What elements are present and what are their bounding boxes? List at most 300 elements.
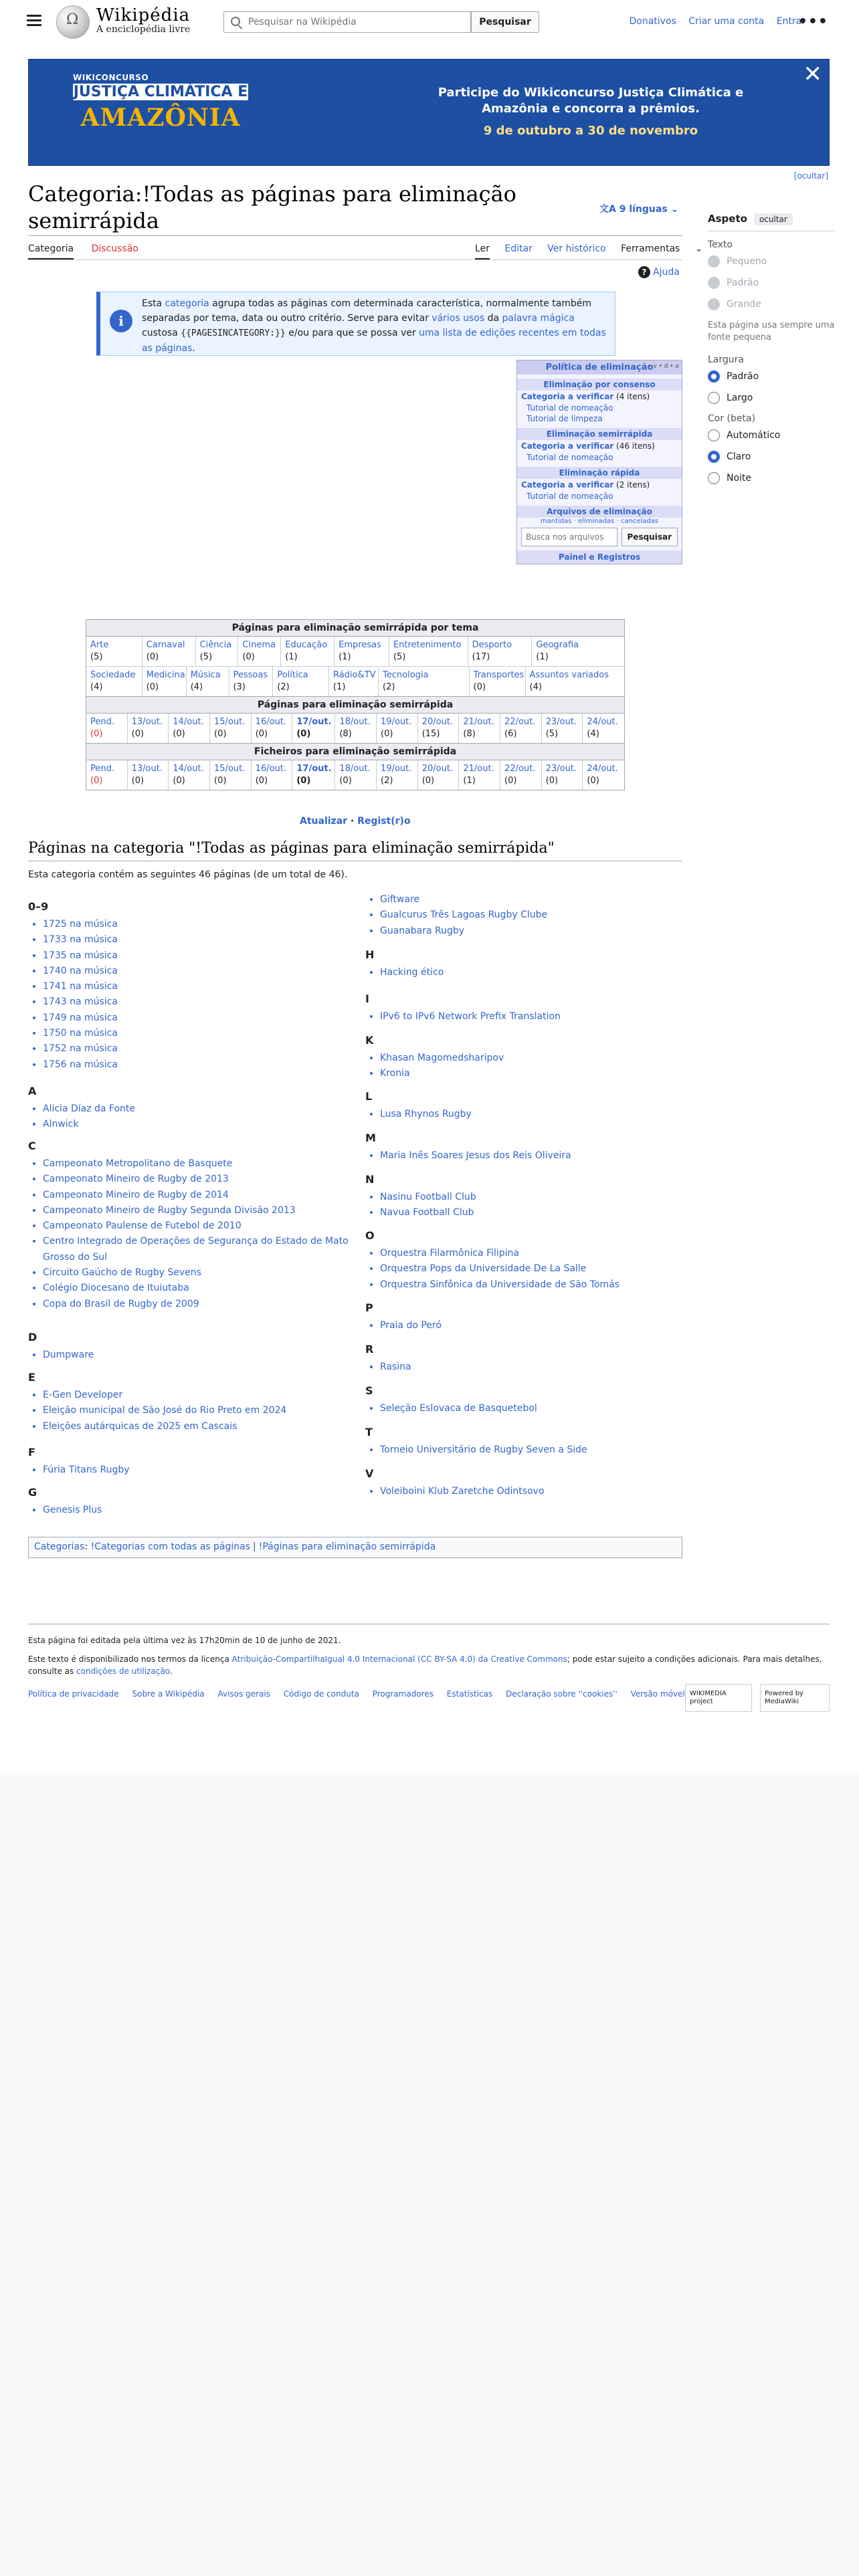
nav-cell-link[interactable]: 17/out. [296, 764, 332, 774]
pages-heading: Páginas na categoria "!Todas as páginas para eliminação semirrápida" [28, 840, 682, 861]
nav-cell[interactable] [377, 760, 418, 790]
theme-row-1 [86, 637, 624, 666]
page-link[interactable]: E-Gen Developer [43, 1390, 123, 1400]
navbox-vde-links[interactable]: • v • d • e [648, 363, 679, 370]
banner-logo-line1: JUSTIÇA CLIMÁTICA E [73, 84, 248, 100]
refresh-link[interactable]: Atualizar [300, 816, 348, 827]
nav-cell-count: (0) [504, 776, 517, 786]
letter-heading: A [28, 1085, 37, 1097]
list-item [43, 1026, 356, 1041]
consensus-verify-link[interactable]: Categoria a verificar [521, 392, 614, 401]
nav-cell[interactable] [500, 760, 542, 790]
category-link[interactable]: !Categorias com todas as páginas [90, 1541, 251, 1552]
nav-cell-count: (0) [131, 729, 145, 739]
list-item [43, 1172, 356, 1187]
letter-group [28, 1486, 356, 1518]
nav-cell-link[interactable]: 22/out. [504, 764, 536, 774]
nav-cell-link[interactable]: 18/out. [339, 764, 371, 774]
page-link[interactable]: Eleições autárquicas de 2025 em Cascais [43, 1420, 237, 1432]
page-link[interactable]: Alnwick [43, 1119, 79, 1130]
colon: : [84, 1541, 91, 1552]
policy-title[interactable] [517, 360, 682, 374]
about-link[interactable]: Sobre a Wikipédia [132, 1689, 205, 1699]
nav-cell-link[interactable]: 13/out. [131, 764, 163, 774]
nav-cell[interactable] [542, 760, 583, 790]
category-info-box [96, 292, 615, 356]
nav-cell-link[interactable]: Música [190, 670, 221, 680]
text-standard-radio[interactable] [708, 277, 835, 289]
nav-cell-link[interactable]: Empresas [339, 640, 381, 650]
close-icon[interactable]: ✕ [803, 61, 822, 88]
hide-appearance-button[interactable]: ocultar [754, 213, 793, 225]
categories-label[interactable]: Categorias [34, 1541, 85, 1552]
separator: · [347, 816, 358, 827]
nav-cell-link[interactable]: Política [277, 670, 308, 680]
last-edited: Esta página foi editada pela última vez às 17h20min de 10 de junho de 2021. [28, 1636, 341, 1645]
letter-group [365, 1384, 693, 1416]
nav-cell-link[interactable]: 18/out. [339, 717, 371, 727]
radio-dot [708, 451, 720, 463]
nav-cell-link[interactable]: 24/out. [587, 717, 618, 727]
letter-group [365, 1173, 693, 1221]
chevron-down-icon: ⌄ [694, 243, 703, 254]
list-item [43, 1188, 356, 1203]
nav-cell-link[interactable]: Arte [90, 640, 109, 650]
nav-cell-link[interactable]: Carnaval [146, 640, 185, 650]
help-link[interactable] [638, 266, 680, 278]
page-link[interactable]: Navua Football Club [380, 1207, 474, 1218]
nav-cell-link[interactable]: 19/out. [381, 717, 412, 727]
page-link[interactable]: Campeonato Metropolitano de Basquete [43, 1158, 233, 1169]
nav-cell-link[interactable]: Transportes [473, 670, 524, 680]
page-list [28, 917, 356, 1073]
help-label: Ajuda [653, 267, 680, 278]
info-text-part: e/ou para que se possa ver [285, 328, 419, 338]
nav-cell-link[interactable]: Tecnologia [383, 670, 429, 680]
list-item [380, 892, 693, 907]
list-item [380, 1442, 693, 1458]
tab-category[interactable]: Categoria [28, 243, 74, 259]
nav-cell-link[interactable]: Pend. [90, 764, 114, 774]
tutorial-link[interactable] [517, 491, 682, 502]
campaign-banner[interactable] [28, 59, 830, 166]
page-link[interactable]: Orquestra Pops da Universidade De La Salle [380, 1263, 587, 1275]
rapid-verify-link[interactable]: Categoria a verificar [521, 480, 614, 490]
nav-cell[interactable] [377, 714, 418, 743]
consensus-verify-row [517, 391, 682, 403]
nav-cell-link[interactable]: Medicina [146, 670, 185, 680]
nav-cell[interactable] [526, 667, 624, 696]
letter-heading: H [365, 948, 375, 961]
tutorial-link-label: Tutorial de nomeação [527, 453, 613, 462]
tab-read[interactable]: Ler [475, 243, 490, 259]
nav-cell[interactable] [238, 637, 281, 666]
tools-menu[interactable] [621, 243, 714, 258]
letter-group [28, 1371, 356, 1434]
nav-cell-link[interactable]: 23/out. [545, 717, 577, 727]
nav-cell[interactable] [335, 760, 377, 790]
nav-cell-link[interactable]: 24/out. [587, 764, 618, 774]
page-link[interactable]: Gualcurus Três Lagoas Rugby Clube [380, 909, 548, 921]
mobile-view-link[interactable]: Versão móvel [630, 1689, 685, 1699]
more-options-icon[interactable]: ••• [797, 13, 828, 30]
page-link[interactable]: Seleção Eslovaca de Basquetebol [380, 1403, 537, 1414]
nav-cell-link[interactable]: 23/out. [545, 764, 577, 774]
languages-button[interactable] [599, 202, 678, 215]
nav-cell[interactable] [335, 637, 389, 666]
nav-cell[interactable] [583, 714, 624, 743]
tools-label: Ferramentas [621, 243, 680, 254]
category-link[interactable]: !Páginas para eliminação semirrápida [258, 1541, 436, 1552]
page-link[interactable]: Dumpware [43, 1350, 94, 1360]
nav-cell[interactable] [379, 667, 470, 696]
width-label: Largura [708, 354, 744, 365]
license-text-part: Este texto é disponibilizado nos termos da licença [28, 1654, 232, 1664]
nav-cell[interactable] [210, 760, 252, 790]
license-text [28, 1653, 831, 1677]
nav-cell-link[interactable]: 21/out. [463, 764, 494, 774]
rapid-heading[interactable]: Eliminação rápida [517, 467, 682, 479]
width-standard-radio[interactable] [708, 370, 835, 383]
archive-links[interactable]: mantidas · eliminadas · canceladas [540, 518, 659, 525]
donate-link[interactable]: Donativos [629, 16, 676, 27]
nav-cell-link[interactable]: Rádio&TV [333, 670, 376, 680]
archive-search-input[interactable]: Busca nos arquivos [521, 528, 617, 546]
nav-cell-link[interactable]: Sociedade [90, 670, 136, 680]
search-input[interactable] [247, 15, 461, 29]
archive-search-button[interactable]: Pesquisar [622, 528, 678, 546]
create-account-link[interactable]: Criar uma conta [688, 16, 765, 27]
nav-cell[interactable] [128, 714, 169, 743]
page-link[interactable]: Copa do Brasil de Rugby de 2009 [43, 1298, 199, 1309]
nav-cell[interactable] [86, 667, 142, 696]
nav-cell[interactable] [583, 760, 624, 790]
list-item [43, 1010, 356, 1026]
page-link[interactable]: Campeonato Mineiro de Rugby de 2013 [43, 1174, 229, 1185]
page-link[interactable]: Nasinu Football Club [380, 1192, 476, 1202]
page-list [365, 1190, 693, 1221]
text-large-radio[interactable] [708, 298, 835, 310]
page-link[interactable]: Centro Integrado de Operações de Segurança do Estado de Mato Grosso do Sul [43, 1236, 349, 1263]
list-item [43, 1403, 356, 1418]
nav-cell-link[interactable]: 14/out. [173, 717, 204, 727]
page-list [365, 1401, 693, 1416]
log-link[interactable]: Regist(r)o [357, 816, 411, 827]
list-item [43, 1156, 356, 1172]
files-table-title: Ficheiros para eliminação semirrápida [86, 743, 624, 760]
item-count: (46 itens) [613, 441, 655, 451]
page-link[interactable]: Campeonato Mineiro de Rugby Segunda Divisão 2013 [43, 1204, 296, 1216]
nav-cell-count: (0) [214, 776, 227, 786]
nav-cell[interactable] [418, 714, 460, 743]
nav-cell-link[interactable]: 21/out. [463, 717, 494, 727]
letter-heading: P [365, 1301, 373, 1314]
radio-dot [708, 255, 720, 267]
magic-word-link[interactable]: palavra mágica [502, 313, 575, 324]
nav-cell-count: (0) [545, 776, 559, 786]
cookies-link[interactable]: Declaração sobre ''cookies'' [506, 1689, 617, 1699]
list-item [43, 1203, 356, 1218]
panel-registry-link[interactable]: Painel e Registros [517, 550, 682, 564]
nav-cell[interactable] [86, 714, 128, 743]
page-list [365, 965, 693, 980]
tutorial-link-label: Tutorial de limpeza [527, 414, 603, 423]
page-link[interactable]: 1733 na música [43, 934, 118, 946]
nav-cell-count: (3) [233, 682, 246, 692]
nav-cell-link[interactable]: Assuntos variados [529, 670, 609, 680]
radio-label: Noite [727, 473, 752, 484]
recent-changes-link[interactable]: uma lista de edições recentes em todas as páginas [142, 328, 606, 354]
list-item [380, 965, 693, 980]
nav-cell[interactable] [86, 637, 142, 666]
nav-cell-link[interactable]: Geografia [536, 640, 579, 650]
consensus-heading[interactable]: Eliminação por consenso [517, 379, 682, 391]
banner-kicker: WIKICONCURSO [73, 73, 149, 82]
page-link[interactable]: 1743 na música [43, 996, 118, 1008]
nav-cell[interactable] [468, 637, 533, 666]
page-link[interactable]: Maria Inês Soares Jesus dos Reis Oliveira [380, 1150, 571, 1161]
list-item [43, 1297, 356, 1312]
letter-heading: O [365, 1229, 375, 1242]
list-item [380, 1277, 693, 1293]
page-link[interactable]: 1756 na música [43, 1059, 118, 1070]
list-item [43, 1419, 356, 1434]
help-icon: ? [638, 266, 650, 278]
nav-cell[interactable] [500, 714, 542, 743]
main-menu-icon[interactable] [27, 15, 41, 27]
nav-cell-link[interactable]: Desporto [472, 640, 512, 650]
letter-heading: E [28, 1371, 35, 1384]
width-wide-radio[interactable] [708, 392, 835, 404]
page-link[interactable]: Voleiboini Klub Zaretche Odintsovo [380, 1486, 545, 1497]
nav-cell[interactable] [292, 760, 335, 790]
banner-message: Participe do Wikiconcurso Justiça Climática e Amazônia e concorra a prêmios. [438, 86, 744, 116]
wikimedia-badge[interactable]: WIKIMEDIA project [685, 1684, 752, 1712]
letter-heading: I [365, 992, 369, 1005]
nav-cell-link[interactable]: 17/out. [296, 717, 332, 727]
radio-dot [708, 370, 720, 383]
nav-cell[interactable] [532, 637, 624, 666]
disclaimers-link[interactable]: Avisos gerais [217, 1689, 270, 1699]
nav-cell[interactable] [542, 714, 583, 743]
page-link[interactable]: 1740 na música [43, 965, 118, 976]
multiple-uses-link[interactable]: vários usos [432, 313, 485, 324]
page-link[interactable]: 1752 na música [43, 1043, 118, 1055]
letter-heading: T [365, 1426, 373, 1438]
nav-cell[interactable] [142, 667, 187, 696]
nav-cell-link[interactable]: Cinema [242, 640, 276, 650]
tab-discussion[interactable]: Discussão [91, 243, 138, 254]
page-list [365, 1246, 693, 1293]
banner-dates: 9 de outubro a 30 de novembro [483, 124, 698, 138]
wikipedia-logo[interactable] [56, 5, 90, 39]
nav-cell-link[interactable]: 15/out. [214, 764, 246, 774]
search-button[interactable]: Pesquisar [471, 11, 539, 33]
nav-cell[interactable] [329, 667, 379, 696]
nav-cell-count: (6) [504, 729, 517, 739]
rapid-verify-row [517, 479, 682, 491]
privacy-link[interactable]: Política de privacidade [28, 1689, 119, 1699]
nav-cell[interactable] [292, 714, 335, 743]
language-icon: 文A [599, 204, 619, 215]
page-link[interactable]: 1741 na música [43, 981, 118, 992]
tutorial-link-label: Tutorial de nomeação [527, 403, 613, 413]
page-list [28, 1463, 356, 1478]
nav-cell[interactable] [459, 714, 500, 743]
magic-word-code: {{PAGESINCATEGORY:}} [181, 328, 286, 338]
item-count: (4 itens) [613, 392, 650, 401]
nav-cell-link[interactable]: 16/out. [255, 717, 287, 727]
nav-cell-link[interactable]: 20/out. [421, 764, 454, 774]
list-item [43, 1101, 356, 1117]
item-count: (2 itens) [613, 480, 650, 490]
license-link[interactable]: Atribuição-CompartilhaIgual 4.0 Internacional (CC BY-SA 4.0) da Creative Commons [231, 1654, 567, 1664]
tab-edit[interactable]: Editar [504, 243, 533, 254]
text-small-radio[interactable] [708, 255, 835, 267]
page-link[interactable]: Orquestra Filarmônica Filipina [380, 1248, 519, 1259]
list-item [43, 932, 356, 948]
statistics-link[interactable]: Estatísticas [446, 1689, 493, 1699]
hide-banner-link[interactable]: [ocultar] [793, 171, 828, 181]
page-list [365, 1009, 693, 1025]
letter-group [365, 1090, 693, 1122]
nav-cell[interactable] [389, 637, 468, 666]
nav-cell-link[interactable]: Pend. [90, 717, 114, 727]
page-link[interactable]: 1725 na música [43, 919, 118, 930]
nav-cell-count: (15) [421, 729, 440, 739]
page-link[interactable]: Orquestra Sinfônica da Universidade de São Tomás [380, 1279, 619, 1290]
nav-cell[interactable] [273, 667, 329, 696]
category-link[interactable]: categoria [165, 298, 209, 309]
page-link[interactable]: Torneio Universitário de Rugby Seven a Side [380, 1444, 587, 1455]
color-auto-radio[interactable] [708, 429, 835, 441]
tutorial-link[interactable] [517, 452, 682, 463]
search-field[interactable] [223, 11, 471, 33]
semirapid-verify-link[interactable]: Categoria a verificar [521, 441, 614, 451]
nav-cell[interactable] [169, 760, 210, 790]
mediawiki-badge[interactable]: Powered by MediaWiki [760, 1684, 830, 1712]
nav-cell[interactable] [281, 637, 335, 666]
nav-cell-count: (5) [199, 652, 213, 662]
page-link[interactable]: Lusa Rhynos Rugby [380, 1109, 472, 1119]
page-link[interactable]: Praia do Peró [380, 1320, 442, 1331]
nav-cell[interactable] [169, 714, 210, 743]
nav-cell-link[interactable]: 15/out. [214, 717, 246, 727]
nav-cell[interactable] [128, 760, 169, 790]
update-links [300, 816, 411, 827]
radio-label: Claro [727, 451, 751, 462]
letter-group [28, 1446, 356, 1478]
color-night-radio[interactable] [708, 472, 835, 484]
letter-group [365, 1132, 693, 1164]
page-list [28, 1348, 356, 1363]
nav-cell-link[interactable]: Educação [285, 640, 328, 650]
nav-cell-link[interactable]: 20/out. [421, 717, 454, 727]
tab-history[interactable]: Ver histórico [547, 243, 606, 254]
nav-cell-count: (0) [173, 776, 185, 786]
page-link[interactable]: Khasan Magomedsharipov [380, 1053, 504, 1063]
page-link[interactable]: Campeonato Paulense de Futebol de 2010 [43, 1220, 242, 1232]
semirapid-heading[interactable]: Eliminação semirrápida [517, 428, 682, 440]
nav-cell[interactable] [459, 760, 500, 790]
view-tabs [475, 243, 727, 254]
nav-cell[interactable] [142, 637, 196, 666]
appearance-title: Aspeto [708, 213, 747, 225]
nav-cell[interactable] [187, 667, 229, 696]
page-link[interactable]: Hacking ético [380, 967, 444, 978]
nav-cell[interactable] [418, 760, 460, 790]
page-link[interactable]: Eleição municipal de São José do Rio Preto em 2024 [43, 1405, 287, 1416]
nav-cell[interactable] [470, 667, 526, 696]
nav-cell[interactable] [196, 637, 239, 666]
page-link[interactable]: IPv6 to IPv6 Network Prefix Translation [380, 1011, 561, 1022]
archive-search [517, 525, 682, 549]
list-item [43, 979, 356, 994]
page-link[interactable]: Guanabara Rugby [380, 925, 465, 936]
page-link[interactable]: Rasina [380, 1362, 411, 1372]
page-link[interactable]: Colégio Diocesano de Ituiutaba [43, 1283, 189, 1294]
tutorial-link[interactable] [517, 413, 682, 424]
list-item [43, 1388, 356, 1403]
page-link[interactable]: Circuito Gaúcho de Rugby Sevens [43, 1267, 201, 1279]
terms-link[interactable]: condições de utilização [76, 1667, 170, 1676]
nav-cell-link[interactable]: 13/out. [131, 717, 163, 727]
nav-cell[interactable] [252, 760, 293, 790]
chevron-down-icon: ⌄ [667, 204, 679, 215]
page-link[interactable]: Campeonato Mineiro de Rugby de 2014 [43, 1189, 229, 1200]
page-link[interactable]: 1749 na música [43, 1012, 118, 1023]
letter-heading: G [28, 1486, 37, 1499]
login-link[interactable]: Entrar [776, 16, 805, 27]
page-link[interactable]: Giftware [380, 894, 420, 905]
nav-cell-link[interactable]: Ciência [199, 640, 232, 650]
nav-cell-count: (2) [277, 682, 290, 692]
files-row [86, 760, 624, 790]
pages-table-title: Páginas para eliminação semirrápida [86, 696, 624, 714]
nav-cell[interactable] [86, 760, 128, 790]
list-item [380, 1360, 693, 1375]
nav-cell-link[interactable]: 22/out. [504, 717, 536, 727]
nav-cell[interactable] [335, 714, 377, 743]
tutorial-link[interactable] [517, 403, 682, 413]
nav-cell[interactable] [229, 667, 274, 696]
policy-title-text: Política de eliminação [545, 362, 654, 372]
code-of-conduct-link[interactable]: Código de conduta [283, 1689, 359, 1699]
archives-heading[interactable]: Arquivos de eliminação [517, 506, 682, 518]
nav-cell[interactable] [252, 714, 293, 743]
radio-dot [708, 472, 720, 484]
page-link[interactable]: Genesis Plus [43, 1505, 102, 1515]
nav-cell[interactable] [210, 714, 252, 743]
color-light-radio[interactable] [708, 451, 835, 463]
nav-cell-link[interactable]: Pessoas [233, 670, 268, 680]
developers-link[interactable]: Programadores [372, 1689, 434, 1699]
nav-cell-link[interactable]: 14/out. [173, 764, 204, 774]
nav-cell-count: (2) [381, 776, 393, 786]
nav-cell-link[interactable]: 16/out. [255, 764, 287, 774]
page-link[interactable]: Kronia [380, 1068, 410, 1079]
page-link[interactable]: 1735 na música [43, 950, 118, 961]
nav-cell-link[interactable]: 19/out. [381, 764, 412, 774]
wordmark[interactable]: Wikipédia [96, 5, 191, 25]
nav-cell-link[interactable]: Entretenimento [393, 640, 462, 650]
tabs-divider [28, 259, 682, 260]
list-item [380, 1246, 693, 1261]
page-list [365, 1051, 693, 1082]
page-link[interactable]: 1750 na música [43, 1028, 118, 1039]
page-link[interactable]: Fúria Titans Rugby [43, 1465, 130, 1475]
page-link[interactable]: Alicia Díaz da Fonte [43, 1103, 136, 1114]
